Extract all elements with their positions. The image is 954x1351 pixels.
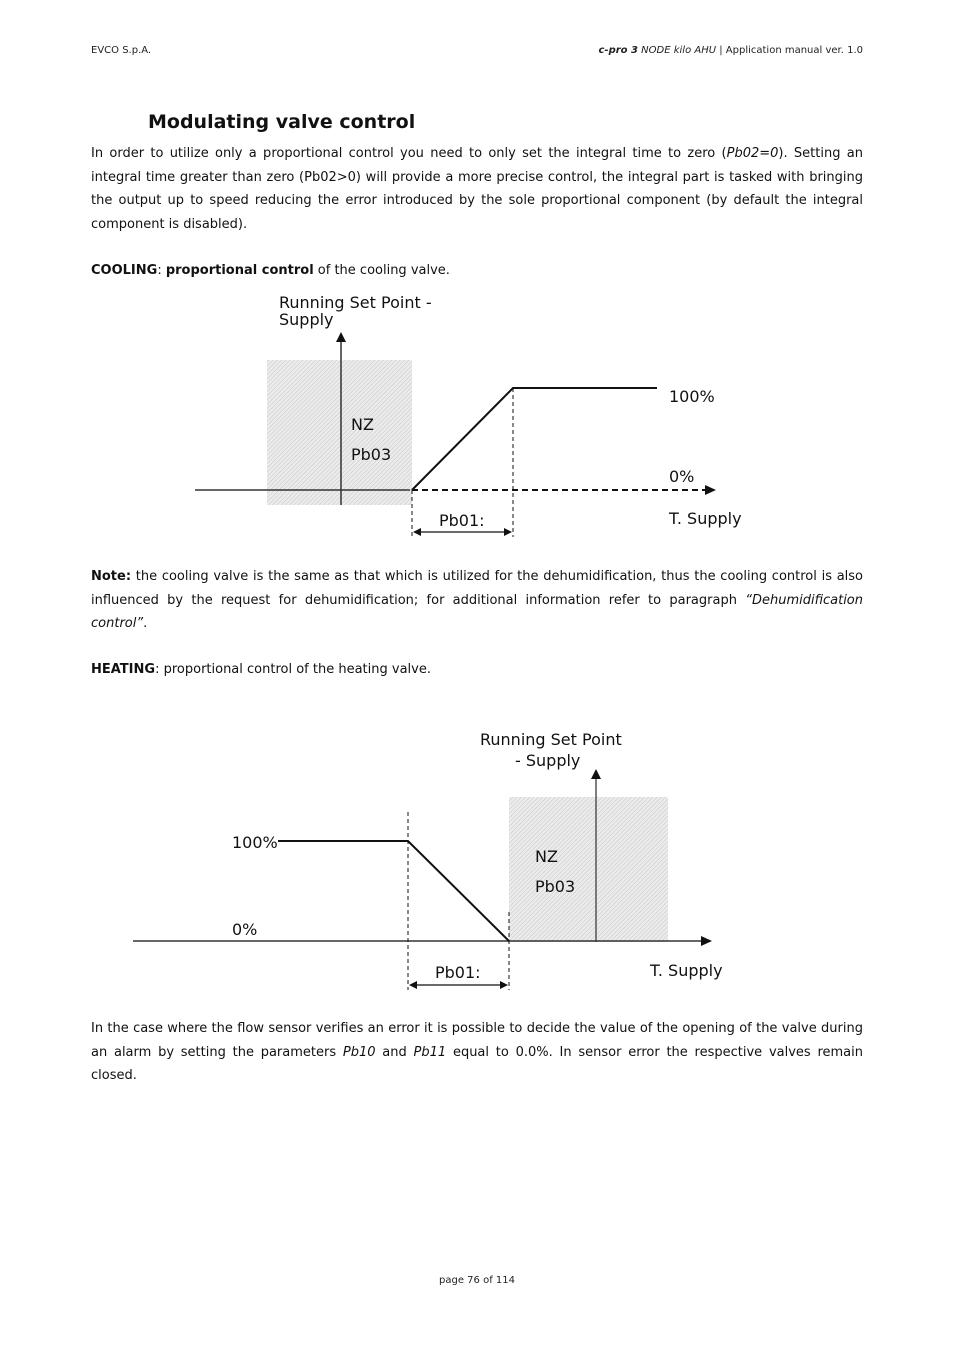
header-doc: Application manual ver. 1.0 xyxy=(725,45,863,56)
intro-text-1: In order to utilize only a proportional control you need to only set the integral time to zero ( xyxy=(91,146,727,161)
nz-label: NZ xyxy=(351,415,374,434)
param-pb11: Pb11 xyxy=(413,1044,447,1060)
pb03-label: Pb03 xyxy=(535,877,576,896)
intro-text-2: ). Setting an integral time greater than zero (Pb02>0) will provide a more precise control, the integral part is tasked with bringing the output up to speed reducing the error introduced by the sole proportional component (by default the integral component is disabled). xyxy=(91,146,863,232)
band-arrow-right xyxy=(504,528,512,536)
axis-label: T. Supply xyxy=(650,961,723,980)
heating-label: HEATING xyxy=(91,662,156,677)
header-company: EVCO S.p.A. xyxy=(91,45,152,56)
band-arrow-right xyxy=(500,981,508,989)
neutral-zone-area xyxy=(509,797,668,942)
setpoint-label-line2: - Supply xyxy=(515,751,581,770)
note-paragraph xyxy=(91,565,863,636)
closing-paragraph xyxy=(91,1017,863,1088)
cooling-label: COOLING xyxy=(91,263,158,278)
horizontal-axis-arrow xyxy=(701,936,712,946)
max-output-label: 100% xyxy=(669,387,715,406)
heating-paragraph xyxy=(91,658,863,682)
vertical-axis-arrow xyxy=(591,769,601,779)
header-separator: | xyxy=(716,45,726,56)
cooling-bold: proportional control xyxy=(165,263,314,278)
cooling-paragraph xyxy=(91,259,863,283)
page-number: page 76 of 114 xyxy=(439,1275,515,1286)
intro-param: Pb02=0 xyxy=(726,146,779,161)
param-pb10: Pb10 xyxy=(342,1044,376,1060)
axis-label: T. Supply xyxy=(669,509,742,528)
setpoint-label-line1: Running Set Point - xyxy=(279,293,432,312)
band-label: Pb01: xyxy=(435,963,481,982)
heating-output-curve xyxy=(278,841,509,941)
heating-diagram xyxy=(0,720,954,1000)
closing-text-2: and xyxy=(375,1044,414,1060)
cooling-diagram xyxy=(0,285,954,545)
cooling-output-curve xyxy=(412,388,657,490)
note-reference: “Dehumidification control” xyxy=(91,592,863,631)
closing-text-1: In the case where the flow sensor verifies an error it is possible to decide the value of the opening of the valve during an alarm by setting the parameters xyxy=(91,1021,863,1060)
header-doc-info xyxy=(599,45,864,56)
header-product: c-pro 3 xyxy=(598,45,638,56)
heating-sep: : xyxy=(155,662,164,677)
min-output-label: 0% xyxy=(232,920,258,939)
setpoint-label-line2: Supply xyxy=(279,310,334,329)
setpoint-label-line1: Running Set Point xyxy=(480,730,622,749)
cooling-rest: of the cooling valve. xyxy=(313,263,450,278)
section-title: Modulating valve control xyxy=(148,111,416,133)
heating-rest: proportional control of the heating valve. xyxy=(163,662,431,677)
horizontal-axis-arrow xyxy=(705,485,716,495)
cooling-sep: : xyxy=(157,263,166,278)
band-arrow-left xyxy=(409,981,417,989)
pb03-label: Pb03 xyxy=(351,445,392,464)
closing-text-3: equal to 0.0%. In sensor error the respective valves remain closed. xyxy=(91,1044,863,1083)
note-text: the cooling valve is the same as that which is utilized for the dehumidification, thus the cooling control is also influenced by the request for dehumidification; for additional information refer to paragraph xyxy=(91,569,863,608)
header-model: NODE kilo AHU xyxy=(641,45,717,56)
intro-paragraph xyxy=(91,142,863,236)
band-arrow-left xyxy=(413,528,421,536)
note-end: . xyxy=(143,616,148,631)
max-output-label: 100% xyxy=(232,833,278,852)
note-label: Note: xyxy=(91,569,132,584)
band-label: Pb01: xyxy=(439,511,485,530)
min-output-label: 0% xyxy=(669,467,695,486)
neutral-zone-area xyxy=(267,360,412,505)
vertical-axis-arrow xyxy=(336,332,346,342)
nz-label: NZ xyxy=(535,847,558,866)
